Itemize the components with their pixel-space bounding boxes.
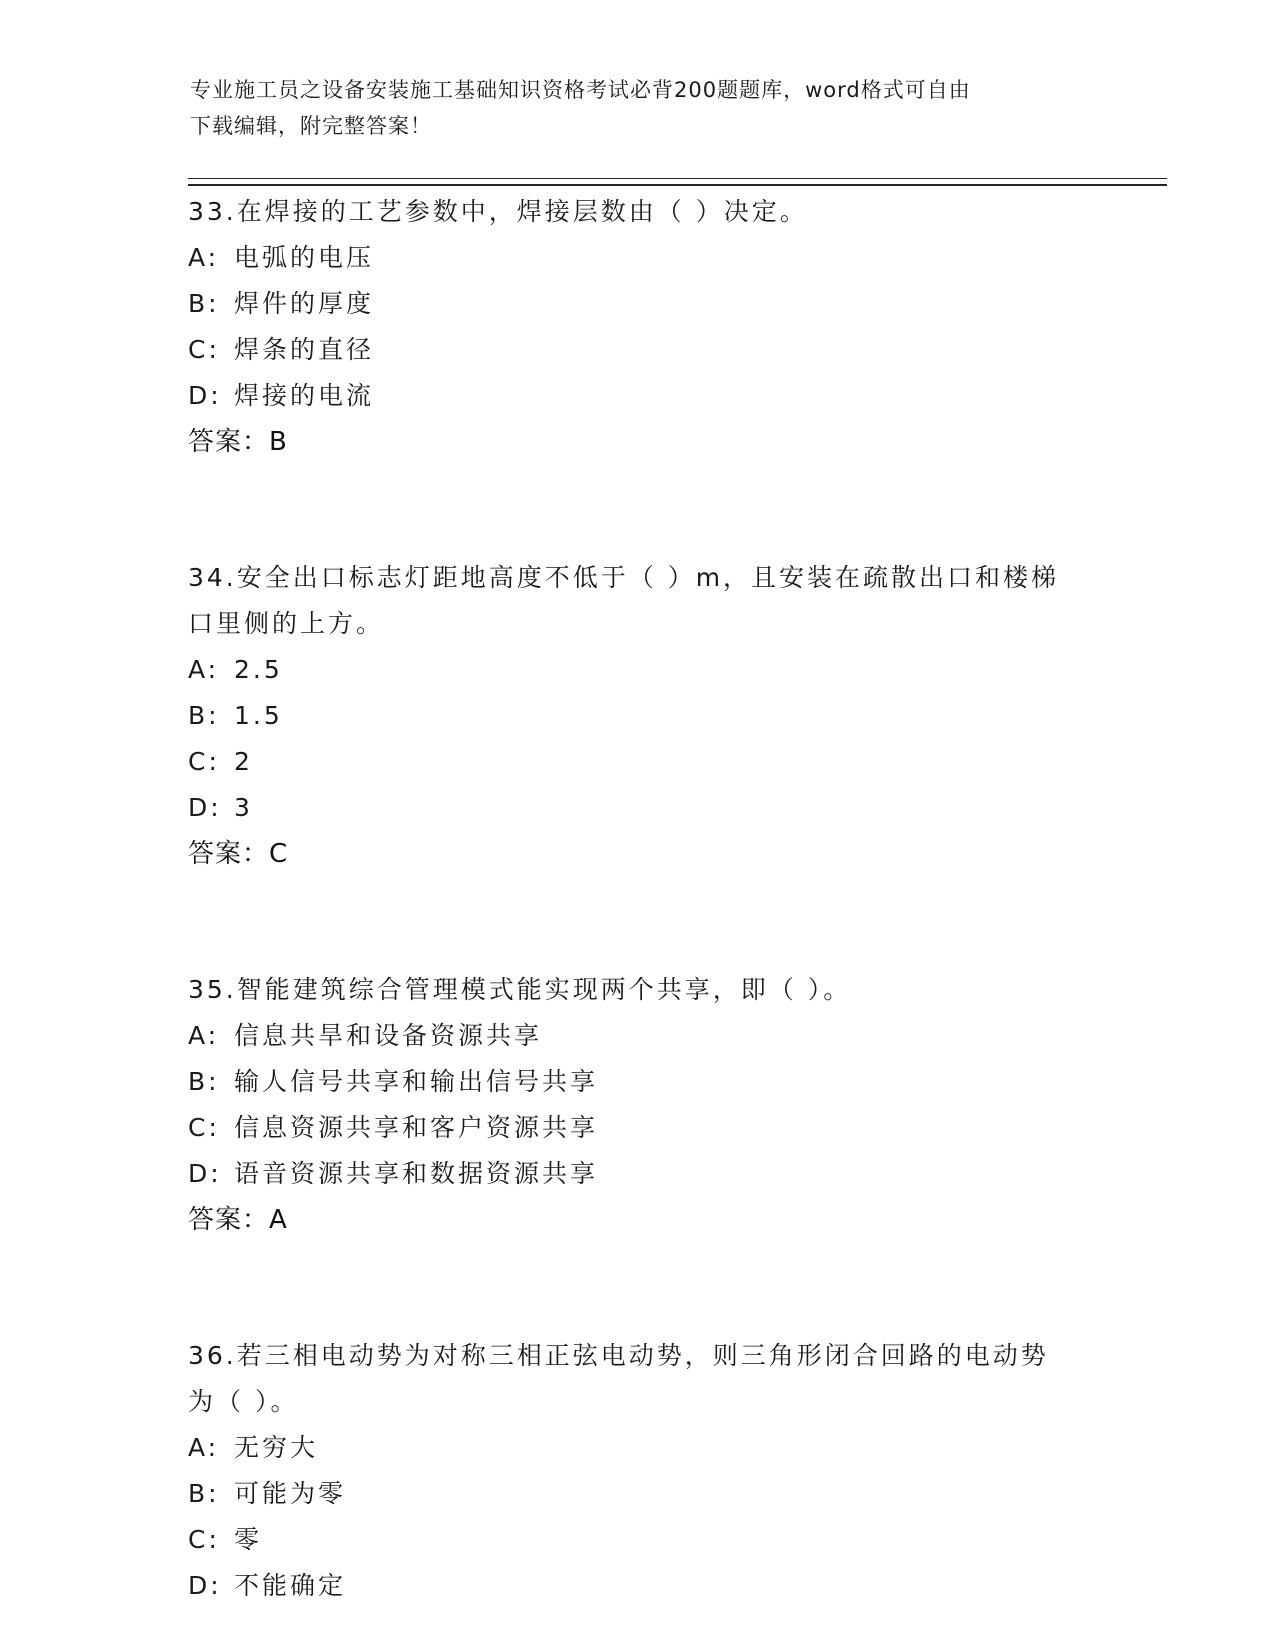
option-text: 语音资源共享和数据资源共享 — [234, 1159, 599, 1188]
question-spacer — [188, 465, 1088, 555]
option-key: C: — [188, 1113, 220, 1142]
question-stem — [188, 189, 1088, 235]
header-line-1: 专业施工员之设备安装施工基础知识资格考试必背200题题库，word格式可自由 — [190, 78, 971, 102]
option-key: A: — [188, 243, 220, 272]
option-text: 信息资源共享和客户资源共享 — [234, 1113, 599, 1142]
question-block — [188, 967, 1088, 1243]
option-text: 2 — [234, 747, 253, 776]
answer-option — [188, 1425, 1088, 1471]
answer-key: 答案：B — [188, 427, 288, 457]
answer-option — [188, 327, 1088, 373]
option-text: 焊条的直径 — [234, 335, 375, 364]
option-text: 零 — [234, 1525, 263, 1554]
question-block — [188, 555, 1088, 877]
option-key: A: — [188, 655, 220, 684]
option-key: C: — [188, 747, 220, 776]
option-text: 信息共旱和设备资源共享 — [234, 1021, 543, 1050]
answer-option — [188, 235, 1088, 281]
option-key: C: — [188, 1525, 220, 1554]
answer-option — [188, 1517, 1088, 1563]
answer-option — [188, 373, 1088, 419]
question-stem-line: 34.安全出口标志灯距地高度不低于（ ）m，且安装在疏散出口和楼梯 — [188, 563, 1060, 592]
option-text: 无穷大 — [234, 1433, 319, 1462]
option-key: D: — [188, 1159, 222, 1188]
answer-option — [188, 1013, 1088, 1059]
question-spacer — [188, 877, 1088, 967]
option-text: 焊接的电流 — [234, 381, 375, 410]
answer-key: 答案：C — [188, 839, 289, 869]
answer-option — [188, 785, 1088, 831]
option-text: 2.5 — [234, 655, 283, 684]
answer-option — [188, 1105, 1088, 1151]
answer-option — [188, 1563, 1088, 1609]
question-spacer — [188, 1243, 1088, 1333]
question-block — [188, 1333, 1088, 1609]
answer-option — [188, 1059, 1088, 1105]
answer-option — [188, 647, 1088, 693]
header-divider — [188, 178, 1167, 186]
option-key: A: — [188, 1021, 220, 1050]
answer-option — [188, 739, 1088, 785]
answer-option — [188, 1151, 1088, 1197]
option-key: C: — [188, 335, 220, 364]
option-key: B: — [188, 289, 220, 318]
option-text: 焊件的厚度 — [234, 289, 375, 318]
option-text: 输人信号共享和输出信号共享 — [234, 1067, 599, 1096]
question-stem — [188, 1333, 1088, 1425]
answer-key: 答案：A — [188, 1205, 288, 1235]
option-key: B: — [188, 1479, 220, 1508]
question-stem-line: 36.若三相电动势为对称三相正弦电动势，则三角形闭合回路的电动势 — [188, 1341, 1049, 1370]
option-key: B: — [188, 701, 220, 730]
option-key: D: — [188, 1571, 222, 1600]
answer-option — [188, 693, 1088, 739]
option-text: 不能确定 — [234, 1571, 347, 1600]
question-stem-line: 口里侧的上方。 — [188, 609, 385, 638]
option-text: 电弧的电压 — [234, 243, 375, 272]
option-text: 可能为零 — [234, 1479, 347, 1508]
option-text: 3 — [234, 793, 253, 822]
question-block — [188, 189, 1088, 465]
option-text: 1.5 — [234, 701, 283, 730]
option-key: D: — [188, 793, 222, 822]
answer-option — [188, 281, 1088, 327]
question-stem — [188, 967, 1088, 1013]
question-stem — [188, 555, 1088, 647]
question-stem-line: 35.智能建筑综合管理模式能实现两个共享，即（ ）。 — [188, 975, 852, 1004]
option-key: A: — [188, 1433, 220, 1462]
question-stem-line: 33.在焊接的工艺参数中，焊接层数由（ ）决定。 — [188, 197, 808, 226]
question-list — [188, 189, 1088, 1609]
option-key: D: — [188, 381, 222, 410]
document-header — [190, 72, 1090, 144]
option-key: B: — [188, 1067, 220, 1096]
question-stem-line: 为（ ）。 — [188, 1387, 299, 1416]
header-line-2: 下载编辑，附完整答案！ — [190, 114, 432, 138]
answer-option — [188, 1471, 1088, 1517]
